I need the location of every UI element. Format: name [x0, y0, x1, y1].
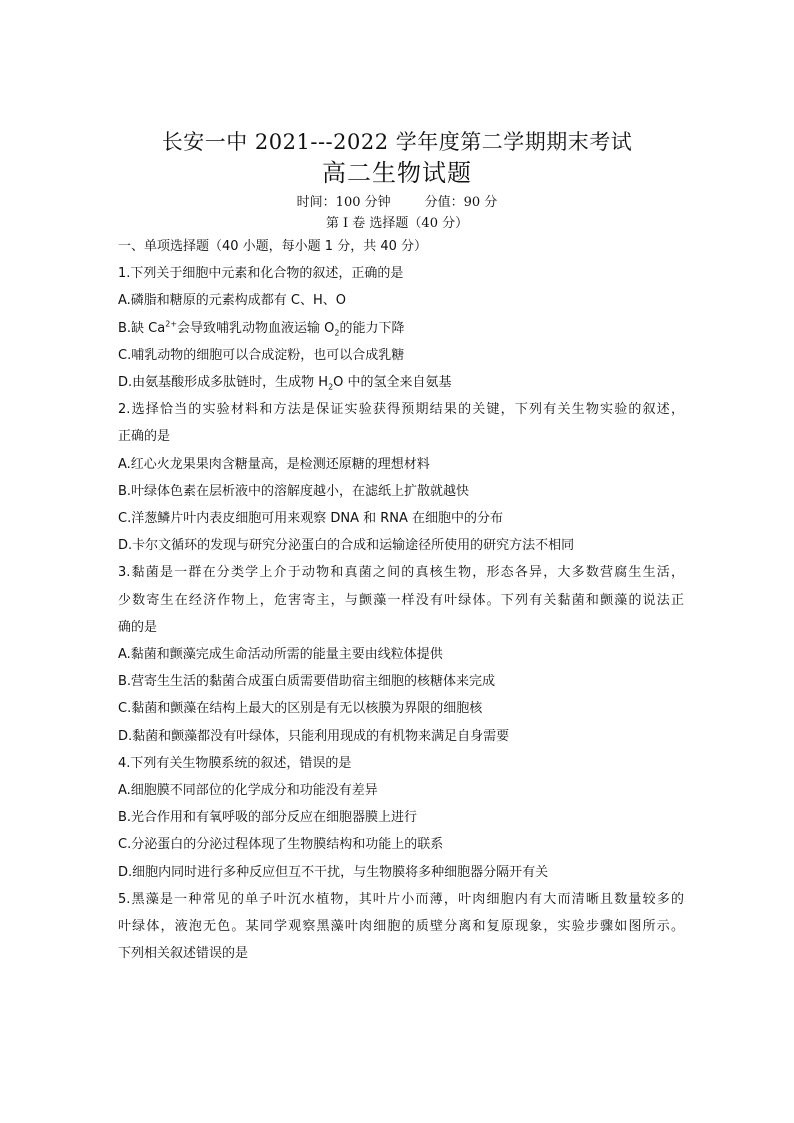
option-c: C.哺乳动物的细胞可以合成淀粉，也可以合成乳糖 [118, 347, 405, 363]
option-text: O 中的氢全来自氨基 [333, 375, 452, 391]
exam-title: 长安一中 2021---2022 学年度第二学期期末考试 [161, 130, 633, 154]
section-title: 第 I 卷 选择题（40 分） [325, 216, 469, 231]
question-stem: 5.黑藻是一种常见的单子叶沉水植物，其叶片小而薄，叶肉细胞内有大而清晰且数量较多的 [118, 891, 684, 907]
option-c: C.黏菌和颤藻在结构上最大的区别是有无以核膜为界限的细胞核 [118, 701, 483, 717]
option-a: A.细胞膜不同部位的化学成分和功能没有差异 [118, 783, 378, 799]
option-a: A.磷脂和糖原的元素构成都有 C、H、O [118, 293, 347, 309]
question-4 [118, 750, 684, 886]
question-stem: 4.下列有关生物膜系统的叙述，错误的是 [118, 755, 352, 771]
exam-meta [0, 191, 794, 215]
exam-body [118, 233, 684, 967]
exam-header [0, 127, 794, 233]
superscript: 2+ [165, 319, 178, 329]
question-stem: 2.选择恰当的实验材料和方法是保证实验获得预期结果的关键，下列有关生物实验的叙述， [118, 402, 684, 418]
part-heading: 一、单项选择题（40 小题，每小题 1 分，共 40 分） [118, 239, 428, 254]
option-d: D.细胞内同时进行多种反应但互不干扰，与生物膜将多种细胞器分隔开有关 [118, 864, 549, 880]
question-stem-continued: 正确的是 [118, 429, 171, 445]
exam-time: 时间：100 分钟 [296, 195, 391, 210]
option-text: 会导致哺乳动物血液运输 O [177, 320, 335, 336]
question-stem-continued: 确的是 [118, 619, 158, 635]
option-text: 的能力下降 [339, 320, 405, 336]
question-2 [118, 396, 684, 559]
subscript: 2 [328, 382, 334, 392]
option-a: A.黏菌和颤藻完成生命活动所需的能量主要由线粒体提供 [118, 647, 443, 663]
question-3 [118, 559, 684, 749]
question-stem: 3.黏菌是一群在分类学上介于动物和真菌之间的真核生物，形态各异，大多数营腐生生活， [118, 565, 684, 581]
option-d: D.黏菌和颤藻都没有叶绿体，只能利用现成的有机物来满足自身需要 [118, 728, 510, 744]
option-d [118, 369, 684, 396]
option-b: B.光合作用和有氧呼吸的部分反应在细胞器膜上进行 [118, 810, 418, 826]
exam-subtitle: 高二生物试题 [322, 159, 472, 187]
option-a: A.红心火龙果果肉含糖量高，是检测还原糖的理想材料 [118, 456, 430, 472]
option-text: B.缺 Ca [118, 320, 166, 336]
option-text: D.由氨基酸形成多肽链时，生成物 H [118, 375, 329, 391]
exam-score: 分值：90 分 [424, 195, 498, 210]
question-stem-continued: 下列相关叙述错误的是 [118, 946, 249, 962]
question-5 [118, 886, 684, 968]
option-b: B.叶绿体色素在层析液中的溶解度越小，在滤纸上扩散就越快 [118, 483, 470, 499]
question-stem-continued: 叶绿体，液泡无色。某同学观察黑藻叶肉细胞的质壁分离和复原现象，实验步骤如图所示。 [118, 919, 684, 935]
subscript: 2 [334, 328, 340, 338]
question-1 [118, 260, 684, 396]
option-c: C.洋葱鳞片叶内表皮细胞可用来观察 DNA 和 RNA 在细胞中的分布 [118, 511, 504, 527]
option-b: B.营寄生生活的黏菌合成蛋白质需要借助宿主细胞的核糖体来完成 [118, 674, 496, 690]
question-stem: 1.下列关于细胞中元素和化合物的叙述，正确的是 [118, 266, 404, 282]
option-c: C.分泌蛋白的分泌过程体现了生物膜结构和功能上的联系 [118, 837, 444, 853]
option-d: D.卡尔文循环的发现与研究分泌蛋白的合成和运输途径所使用的研究方法不相同 [118, 538, 575, 554]
question-stem-continued: 少数寄生在经济作物上，危害寄主，与颤藻一样没有叶绿体。下列有关黏菌和颤藻的说法正 [118, 592, 684, 608]
option-b [118, 315, 684, 342]
